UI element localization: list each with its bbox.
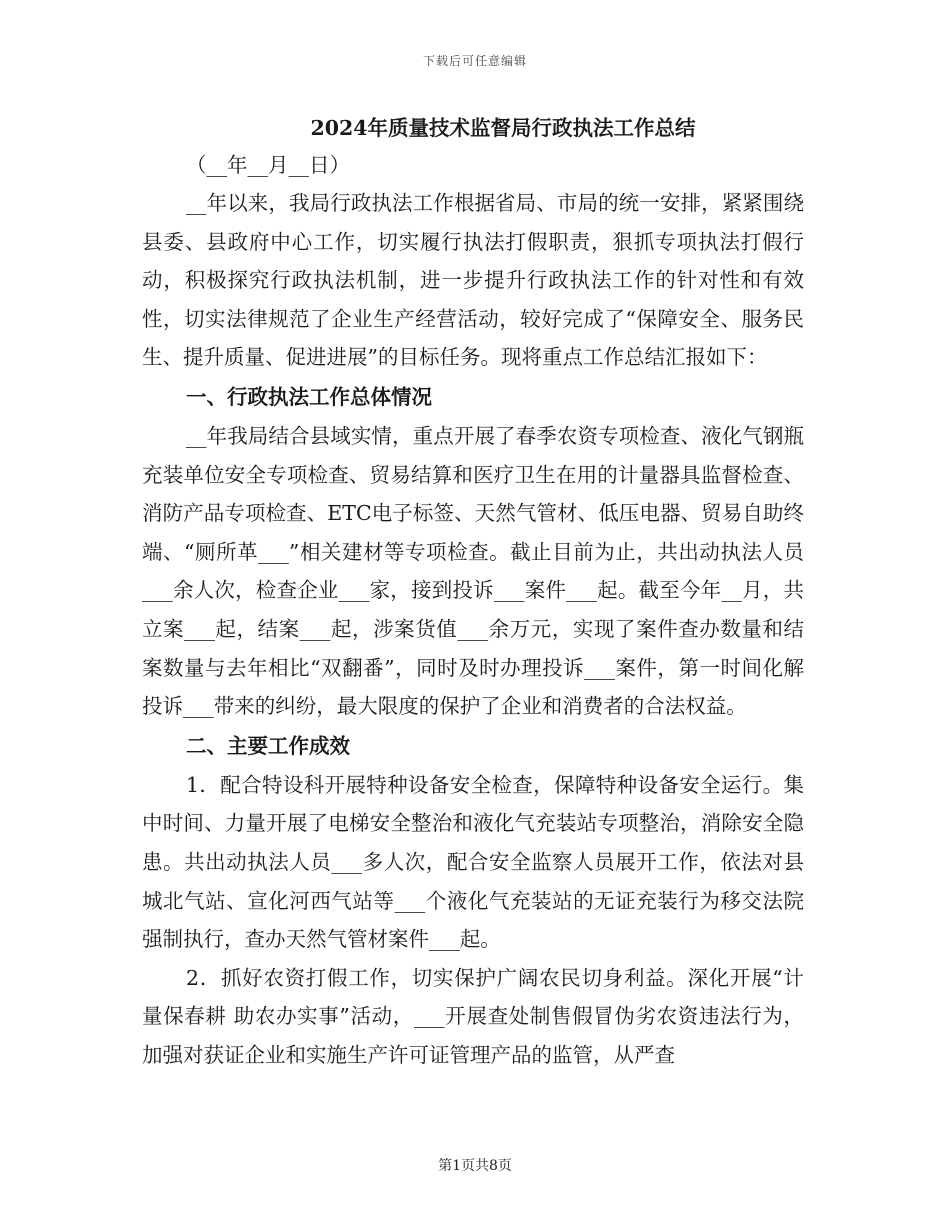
intro-paragraph: __年以来，我局行政执法工作根据省局、市局的统一安排，紧紧围绕县委、县政府中心工作，切实履行执法打假职责，狠抓专项执法打假行动，积极探究行政执法机制，进一步提升行政执法工作的针对性和有效性，切实法律规范了企业生产经营活动，较好完成了“保障安全、服务民生、提升质量、促进进展”的目标任务。现将重点工作总结汇报如下： [142,191,804,370]
result-item-2: 2．抓好农资打假工作，切实保护广阔农民切身利益。深化开展“计量保春耕 助农办实事”活动，___开展查处制售假冒伪劣农资违法行为，加强对获证企业和实施生产许可证管理产品的监管，从严查 [142,965,804,1067]
document-body [142,110,804,1074]
page-footer: 第1页共8页 [438,1158,512,1174]
section-heading-overview: 一、行政执法工作总体情况 [186,384,432,409]
date-line: （__年__月__日） [186,153,350,177]
result-item-1: 1．配合特设科开展特种设备安全检查，保障特种设备安全运行。集中时间、力量开展了电梯安全整治和液化气充装站专项整治，消除安全隐患。共出动执法人员___多人次，配合安全监察人员展开工作，依法对县城北气站、宣化河西气站等___个液化气充装站的无证充装行为移交法院强制执行，查办天然气管材案件___起。 [142,772,804,952]
document-title: 2024年质量技术监督局行政执法工作总结 [310,116,696,140]
header-note: 下载后可任意编辑 [422,54,527,68]
overview-paragraph: __年我局结合县域实情，重点开展了春季农资专项检查、液化气钢瓶充装单位安全专项检查、贸易结算和医疗卫生在用的计量器具监督检查、消防产品专项检查、ETC电子标签、天然气管材、低压电器、贸易自助终端、“厕所革___”相关建材等专项检查。截止目前为止，共出动执法人员___余人次，检查企业___家，接到投诉___案件___起。截至今年__月，共立案___起，结案___起，涉案货值___余万元，实现了案件查办数量和结案数量与去年相比“双翻番”，同时及时办理投诉___案件，第一时间化解投诉___带来的纠纷，最大限度的保护了企业和消费者的合法权益。 [142,423,804,719]
section-heading-results: 二、主要工作成效 [186,733,350,758]
